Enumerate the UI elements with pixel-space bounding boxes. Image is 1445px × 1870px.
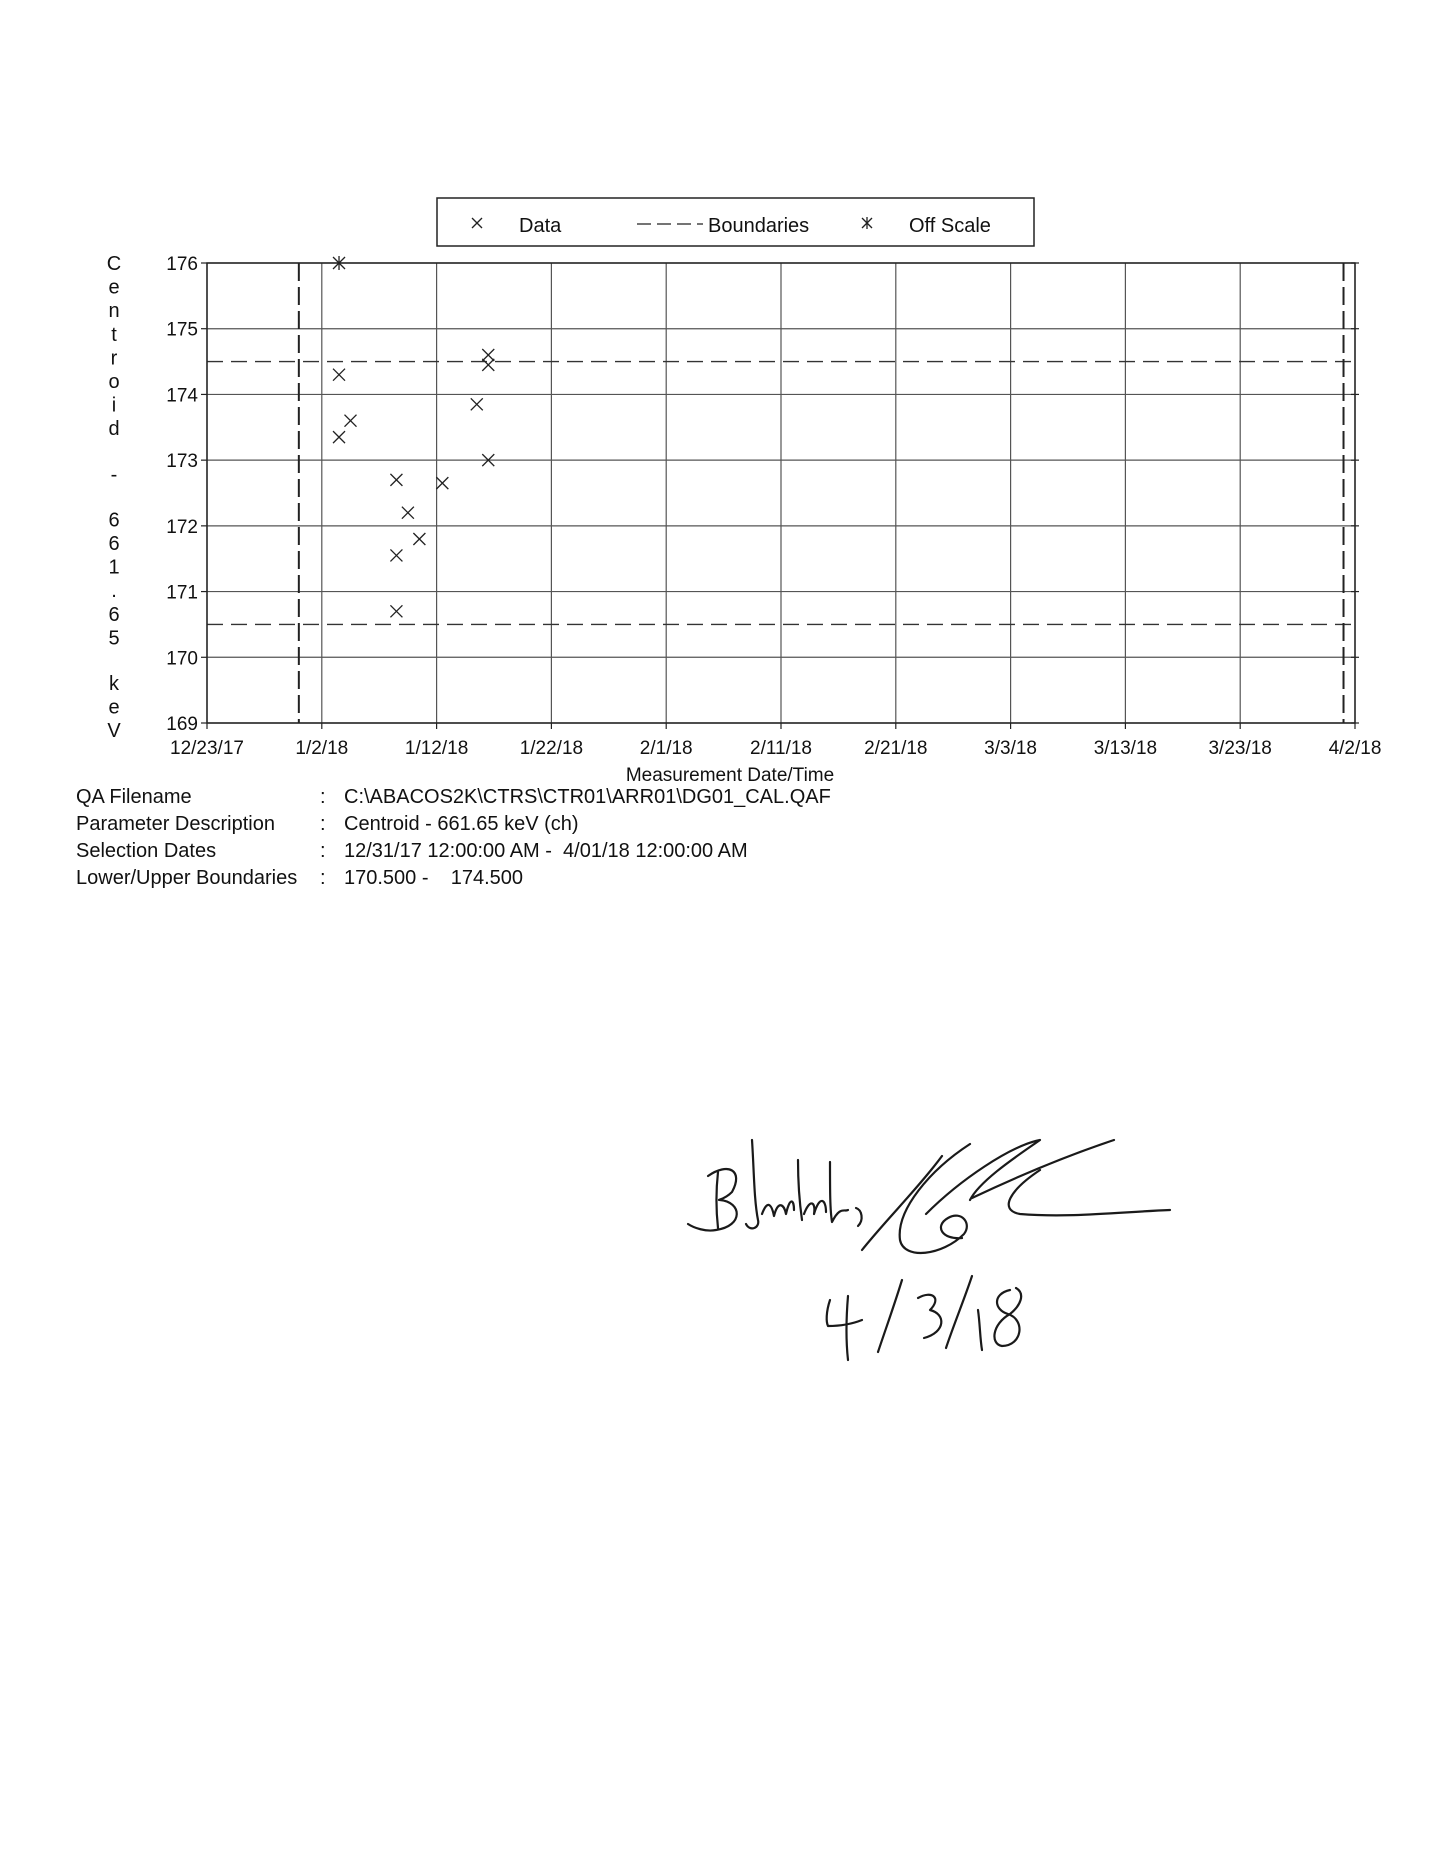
x-tick-label: 1/22/18 <box>519 738 584 759</box>
selection-dates-label: Selection Dates <box>76 840 217 862</box>
x-tick-label: 3/23/18 <box>1208 738 1272 759</box>
y-axis-label-char: V <box>107 720 121 743</box>
y-axis-label <box>107 253 122 742</box>
qa-filename-label: QA Filename <box>76 786 192 808</box>
x-tick-label: 1/2/18 <box>295 738 349 759</box>
y-axis-label-char: 6 <box>108 509 120 532</box>
y-tick-label: 172 <box>166 516 198 538</box>
x-tick-label: 1/12/18 <box>404 738 469 759</box>
y-axis-label-char: r <box>110 347 118 370</box>
y-tick-label: 176 <box>166 254 198 275</box>
parameter-value: Centroid - 661.65 keV (ch) <box>344 813 579 835</box>
data-point-marker <box>413 533 425 545</box>
legend-boundaries-label: Boundaries <box>708 215 810 237</box>
separator: : <box>320 840 326 862</box>
data-point-marker <box>436 477 448 489</box>
x-tick-label: 4/2/18 <box>1328 738 1382 759</box>
grid <box>201 263 1359 729</box>
boundaries-label: Lower/Upper Boundaries <box>76 867 298 889</box>
legend-data-label: Data <box>519 215 562 237</box>
data-point-marker <box>333 431 345 443</box>
separator: : <box>320 867 326 889</box>
y-tick-label: 174 <box>166 385 198 407</box>
qa-filename-value: C:\ABACOS2K\CTRS\CTR01\ARR01\DG01_CAL.QAF <box>344 786 831 808</box>
y-tick-label: 169 <box>166 714 198 735</box>
selection-range-lines <box>299 263 1344 723</box>
legend-data-marker <box>472 218 482 228</box>
y-axis-label-char: i <box>111 394 117 417</box>
y-axis-label-char: n <box>108 300 120 323</box>
legend <box>437 198 1034 246</box>
y-tick-label: 175 <box>166 319 198 341</box>
x-tick-labels <box>170 738 1381 759</box>
qa-filename-row <box>76 784 831 811</box>
y-axis-label-char: 5 <box>108 627 120 650</box>
y-axis-label-char: 6 <box>108 603 120 626</box>
separator: : <box>320 786 326 808</box>
y-axis-label-char: t <box>111 323 117 346</box>
y-axis-label-char: - <box>110 463 118 486</box>
y-tick-label: 171 <box>166 582 198 604</box>
y-axis-label-char: 1 <box>108 556 120 579</box>
separator: : <box>320 813 326 835</box>
handwritten-signature <box>680 1110 1240 1370</box>
selection-dates-value: 12/31/17 12:00:00 AM - 4/01/18 12:00:00 AM <box>344 840 748 862</box>
data-point-marker <box>390 549 402 561</box>
parameter-row <box>76 811 831 838</box>
x-tick-label: 3/3/18 <box>984 738 1038 759</box>
data-point-marker <box>402 507 414 519</box>
data-point-marker <box>345 415 357 427</box>
data-point-marker <box>333 369 345 381</box>
y-axis-label-char: e <box>108 696 120 719</box>
y-tick-labels <box>166 254 198 735</box>
data-point-marker <box>482 349 494 361</box>
x-tick-label: 2/21/18 <box>864 738 928 759</box>
boundaries-value: 170.500 - 174.500 <box>344 867 524 889</box>
legend-offscale-marker <box>862 217 872 229</box>
x-axis-label: Measurement Date/Time <box>625 765 835 786</box>
legend-offscale-label: Off Scale <box>909 215 991 237</box>
y-axis-label-char: d <box>108 418 120 441</box>
selection-dates-row <box>76 838 831 865</box>
y-axis-label-char: k <box>109 673 119 695</box>
y-axis-label-char: o <box>108 371 120 393</box>
y-axis-label-char: . <box>111 580 117 603</box>
data-point-marker <box>471 398 483 410</box>
qa-info-block <box>76 784 831 892</box>
x-tick-label: 2/11/18 <box>750 738 812 759</box>
x-tick-label: 12/23/17 <box>170 738 244 759</box>
data-point-marker <box>390 605 402 617</box>
data-point-marker <box>390 474 402 486</box>
parameter-label: Parameter Description <box>76 813 275 835</box>
y-axis-label-char: C <box>106 253 122 275</box>
boundaries-row <box>76 865 831 892</box>
chart <box>0 0 1445 800</box>
x-tick-label: 3/13/18 <box>1093 738 1158 759</box>
y-tick-label: 170 <box>166 648 198 670</box>
data-point-marker <box>482 359 494 371</box>
x-tick-label: 2/1/18 <box>639 738 693 759</box>
y-axis-label-char: 6 <box>108 533 120 555</box>
data-points <box>333 256 494 617</box>
y-tick-label: 173 <box>166 451 198 473</box>
y-axis-label-char: e <box>108 276 120 299</box>
